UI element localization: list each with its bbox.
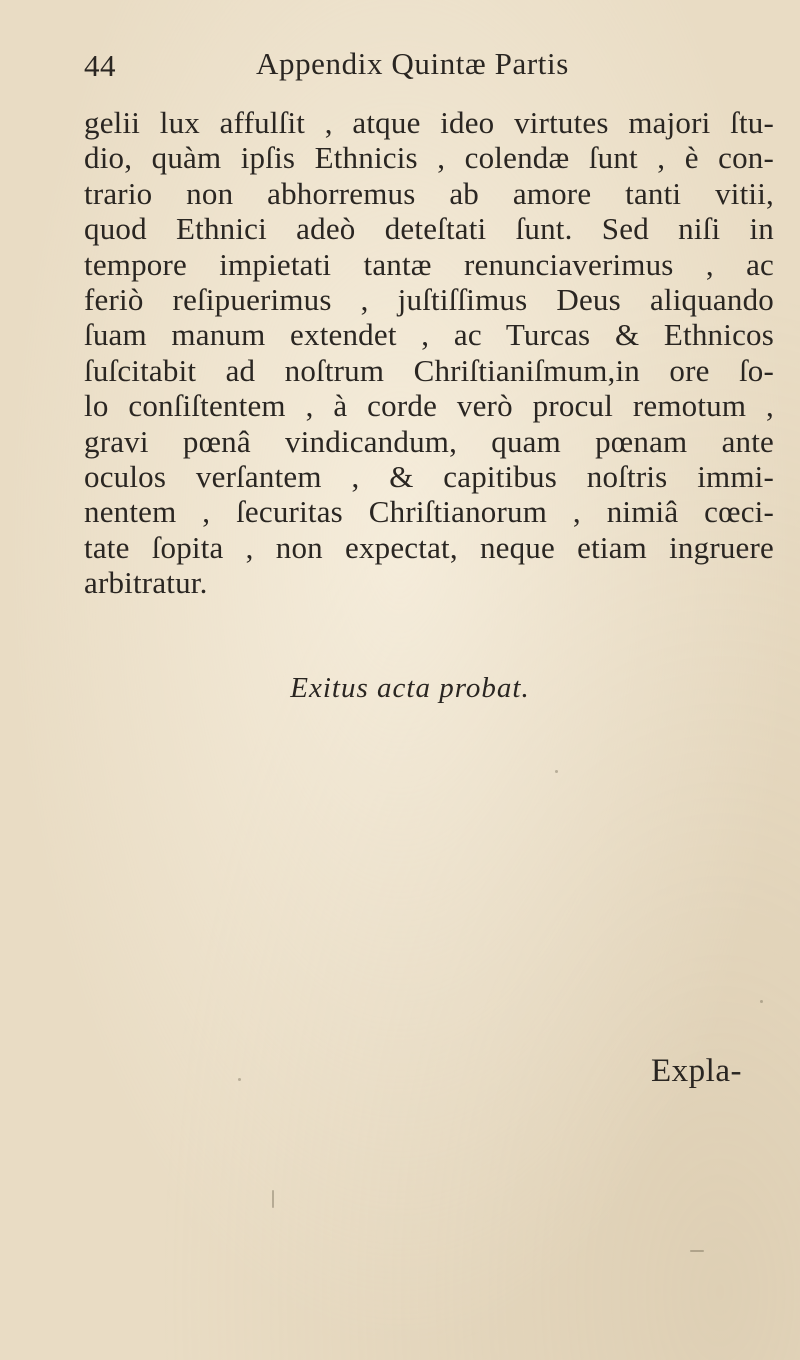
closing-motto: Exitus acta probat.	[290, 672, 530, 704]
text-line: gravi pœnâ vindicandum, quam pœnam ante	[84, 423, 774, 459]
text-line: ſuſcitabit ad noſtrum Chriſtianiſmum,in ore ſo-	[84, 352, 774, 388]
text-line: oculos verſantem , & capitibus noſtris immi-	[84, 458, 774, 494]
text-line: lo conſiſtentem , à corde verò procul remotum ,	[84, 388, 774, 424]
page-number: 44	[84, 48, 116, 83]
paper-speck	[238, 1078, 241, 1081]
paper-speck	[555, 770, 558, 773]
catchword: Expla-	[651, 1053, 742, 1089]
text-line: arbitratur.	[84, 565, 208, 601]
text-line: trario non abhorremus ab amore tanti vitii,	[84, 175, 774, 211]
text-line: dio, quàm ipſis Ethnicis , colendæ ſunt , è con-	[84, 140, 774, 176]
text-line: feriò reſipuerimus , juſtiſſimus Deus aliquando	[84, 281, 774, 317]
text-line: tate ſopita , non expectat, neque etiam ingruere	[84, 529, 774, 565]
text-line: ſuam manum extendet , ac Turcas & Ethnicos	[84, 317, 774, 353]
text-line: gelii lux affulſit , atque ideo virtutes majori ſtu-	[84, 105, 774, 140]
page-header	[84, 42, 644, 92]
text-line: quod Ethnici adeò deteſtati ſunt. Sed niſi in	[84, 211, 774, 247]
paper-speck	[272, 1190, 274, 1208]
text-line: nentem , ſecuritas Chriſtianorum , nimiâ cœci-	[84, 494, 774, 530]
paper-speck	[690, 1250, 704, 1252]
text-line: tempore impietati tantæ renunciaverimus , ac	[84, 246, 774, 282]
running-head: Appendix Quintæ Partis	[256, 46, 569, 81]
paper-speck	[760, 1000, 763, 1003]
body-text	[84, 105, 774, 600]
